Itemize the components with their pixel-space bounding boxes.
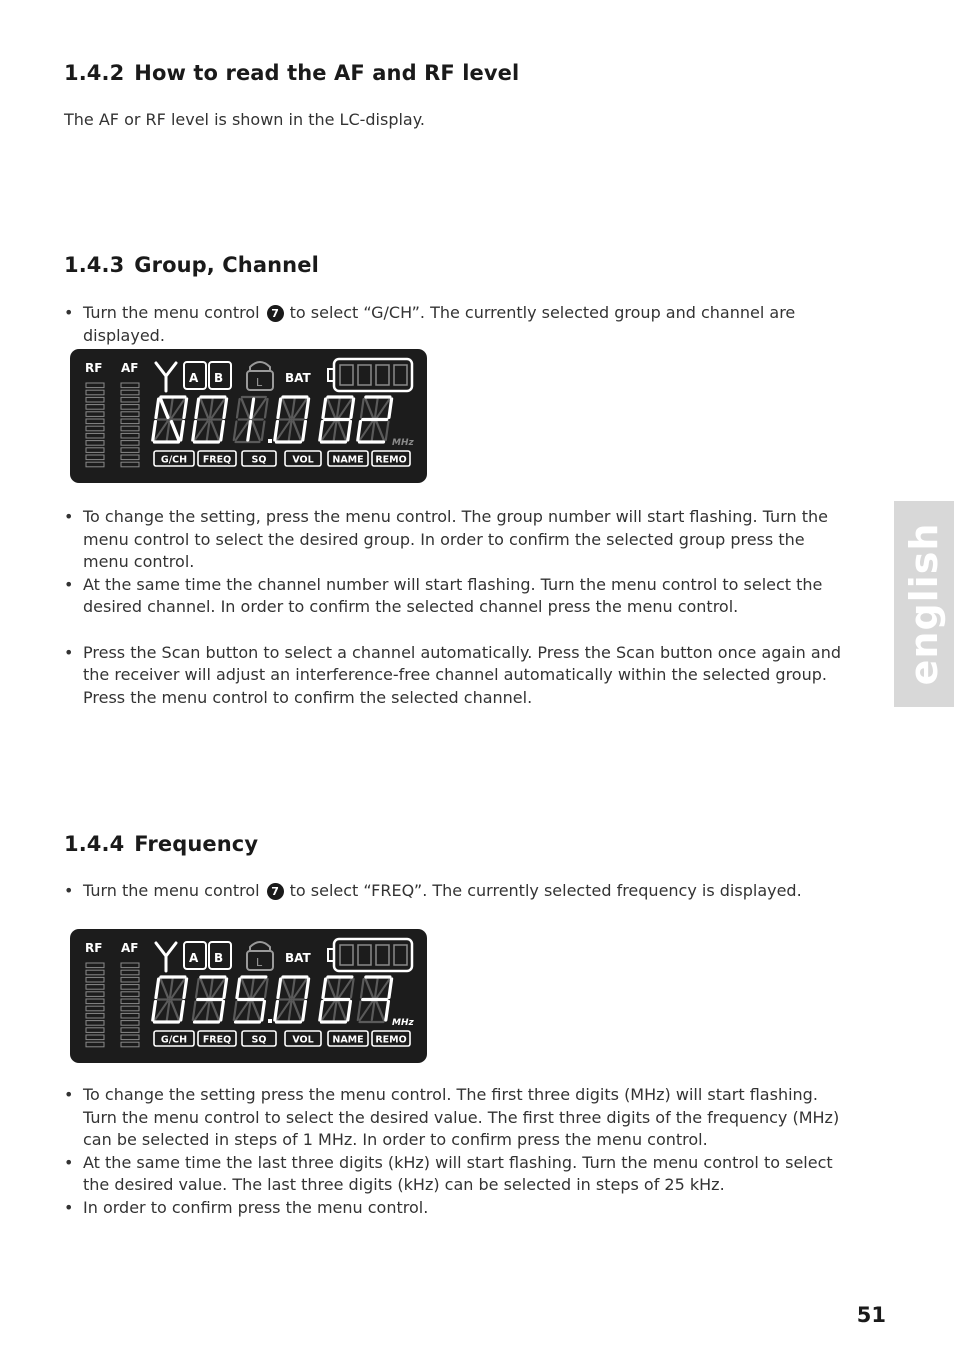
lcd-mhz-label: MHz [392,438,414,448]
lcd-mhz-label: MHz [392,1018,414,1028]
svg-text:FREQ: FREQ [202,454,232,466]
section-number: 1.4.2 [64,61,125,85]
svg-text:G/CH: G/CH [160,454,188,466]
section-title: Group, Channel [134,253,319,277]
svg-text:G/CH: G/CH [160,1034,188,1046]
section-144-intro-list [64,880,854,903]
svg-text:VOL: VOL [292,1034,314,1046]
menu-control-number-icon: 7 [267,305,284,322]
page-number: 51 [856,1303,886,1327]
lcd-rf-label: RF [85,941,103,955]
svg-text:L: L [256,376,263,389]
section-143-heading [64,253,319,277]
lcd-display-group-channel [70,349,427,483]
svg-text:SQ: SQ [251,454,267,466]
lcd-display-frequency [70,929,427,1063]
list-item [64,880,854,903]
svg-text:L: L [256,956,263,969]
section-number: 1.4.4 [64,832,125,856]
list-item: • Press the Scan button to select a channel automatically. Press the Scan button once again and the receiver will adjust an interference-free channel automatically within the selected group. Press the menu control to confirm the selected channel. [64,642,854,710]
section-142-heading [64,61,519,85]
bullet-text: to select “FREQ”. The currently selected frequency is displayed. [289,881,802,900]
svg-text:NAME: NAME [332,1034,364,1046]
svg-text:B: B [214,371,224,385]
lcd-rf-label: RF [85,361,103,375]
list-item: • In order to confirm press the menu control. [64,1197,854,1220]
svg-text:A: A [189,951,199,965]
section-143-list [64,506,854,709]
lcd-af-label: AF [121,361,139,375]
list-item: • At the same time the last three digits (kHz) will start flashing. Turn the menu control to select the desired value. The last three digits (kHz) can be selected in steps of 25 kHz. [64,1152,854,1197]
svg-text:VOL: VOL [292,454,314,466]
bullet-text: to select “G/CH”. The currently selected group and channel are displayed. [83,303,796,345]
svg-text:SQ: SQ [251,1034,267,1046]
lcd-decimal-point [268,1019,272,1023]
section-144-list [64,1084,854,1219]
section-143-intro-list [64,302,854,347]
list-item: • To change the setting, press the menu control. The group number will start flashing. Turn the menu control to select the desired group. In order to confirm the selected group press the menu control. [64,506,854,574]
section-number: 1.4.3 [64,253,125,277]
bullet-text: Turn the menu control [83,881,260,900]
language-side-tab [894,501,954,707]
section-144-heading [64,832,258,856]
section-title: Frequency [134,832,259,856]
menu-control-number-icon: 7 [267,883,284,900]
list-item [64,302,854,347]
bullet-text: Turn the menu control [83,303,260,322]
section-title: How to read the AF and RF level [134,61,520,85]
lcd-decimal-point [268,439,272,443]
svg-text:REMO: REMO [375,454,407,466]
svg-text:B: B [214,951,224,965]
lcd-bat-label: BAT [285,951,311,965]
svg-text:FREQ: FREQ [202,1034,232,1046]
svg-text:REMO: REMO [375,1034,407,1046]
lcd-bat-label: BAT [285,371,311,385]
lcd-af-label: AF [121,941,139,955]
list-item: • At the same time the channel number will start flashing. Turn the menu control to select the desired channel. In order to confirm the selected channel press the menu control. [64,574,854,619]
list-item: • To change the setting press the menu control. The first three digits (MHz) will start flashing. Turn the menu control to select the desired value. The first three digits of the frequency (MHz) can be selected in steps of 1 MHz. In order to confirm press the menu control. [64,1084,854,1152]
section-142-text: The AF or RF level is shown in the LC-display. [64,110,426,129]
language-label: english [902,522,946,686]
svg-text:A: A [189,371,199,385]
svg-text:NAME: NAME [332,454,364,466]
